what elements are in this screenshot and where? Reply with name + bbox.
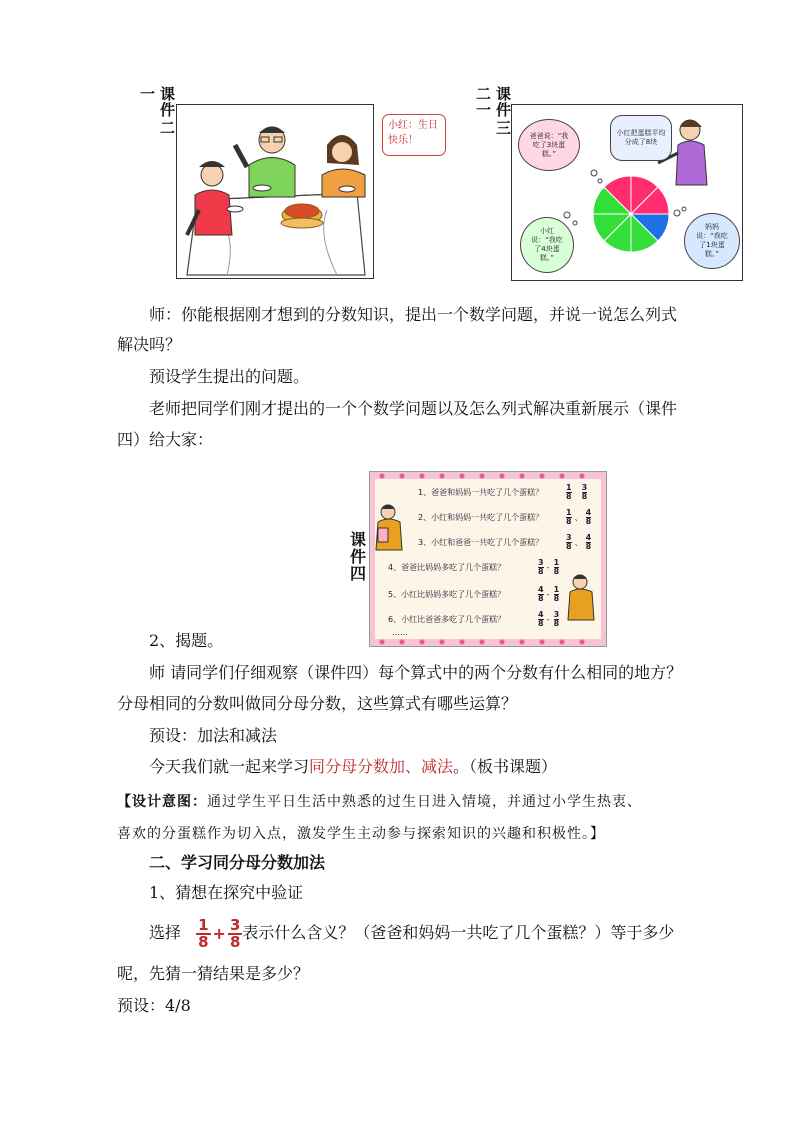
slide-fraction: 1 8 [553, 584, 560, 603]
preset-operations: 预设：加法和减法 [149, 726, 278, 745]
xiaohong-bubble-text: 小红：生日快乐！ [388, 120, 438, 146]
design-intent-line2: 喜欢的分蛋糕作为切入点，激发学生主动参与探索知识的兴趣和积极性。】 [117, 826, 605, 842]
birthday-scene-illustration [177, 105, 373, 278]
slide-fraction: 3 8 [566, 532, 572, 551]
teacher-observe-line2: 分母相同的分数叫做同分母分数，这些算式有哪些运算？ [117, 694, 518, 713]
dad-thought-bubble: 爸爸说：“我吃了3块蛋糕。” [518, 119, 580, 171]
label-courseware-3-col1 [476, 86, 492, 118]
fraction-three-eighths: $\frac{3}{8}$ [229, 915, 241, 951]
slide-fraction: 4 8 [585, 532, 592, 551]
slide-fraction: 3 8 [538, 557, 544, 576]
teacher-observe-line1: 师 请同学们仔细观察（课件四）每个算式中的两个分数有什么相同的地方？ [149, 663, 683, 682]
label-char-extra: 三 [496, 119, 512, 137]
lesson-topic-title: 同分母分数加、减法 [309, 757, 454, 776]
slide-fraction: 1 8 [553, 557, 560, 576]
teacher-show-line1: 老师把同学们刚才提出的一个个数学问题以及怎么列式解决重新展示（课件 [149, 399, 678, 418]
label-char: 四 [350, 564, 367, 583]
label-char: 二 [476, 85, 492, 103]
slide-question-row [388, 557, 559, 577]
select-expression-line [149, 914, 674, 952]
design-intent-line1 [117, 791, 642, 813]
teacher-show-line2: 四）给大家： [117, 430, 214, 449]
guess-verify: 1、猜想在探究中验证 [149, 883, 304, 902]
label-char: 件 [350, 547, 367, 566]
label-char: 课 [160, 85, 176, 103]
xiaohong-thought-bubble: 小红说：“我吃了4块蛋糕。” [520, 217, 574, 273]
slide-question-text: 2、小红和妈妈一共吃了几个蛋糕？ [418, 512, 544, 522]
guess-result: 呢，先猜一猜结果是多少？ [117, 964, 310, 983]
slide-question-row [418, 507, 591, 527]
slide-operator: - [546, 562, 550, 572]
label-char-extra: 二 [160, 119, 176, 137]
preset-questions: 预设学生提出的问题。 [149, 367, 310, 386]
design-intent-text: 通过学生平日生活中熟悉的过生日进入情境，并通过小学生热衷、 [207, 794, 642, 810]
select-prefix: 选择 [149, 923, 182, 942]
courseware-4-slide [369, 471, 607, 647]
girl-thought-bubble: 小红把蛋糕平均分成了8块 [610, 115, 672, 161]
lesson-topic-suffix: 。（板书课题） [453, 757, 558, 776]
teacher-question-line2: 解决吗？ [117, 335, 182, 354]
slide-question-row [388, 609, 559, 629]
slide-question-text: 3、小红和爸爸一共吃了几个蛋糕？ [418, 537, 544, 547]
slide-operator: - [546, 614, 550, 624]
slide-question-row [418, 482, 587, 502]
slide-question-text: 1、爸爸和妈妈一共吃了几个蛋糕？ [418, 487, 544, 497]
section-heading: 二、学习同分母分数加法 [149, 853, 326, 872]
label-courseware-3-col2 [496, 86, 512, 118]
design-intent-label: 【设计意图： [117, 794, 207, 810]
fraction-one-eighth: $\frac{1}{8}$ [198, 915, 209, 951]
slide-fraction: 1 8 [566, 507, 572, 526]
slide-question-row [388, 584, 559, 604]
teacher-question-line1: 师：你能根据刚才想到的分数知识，提出一个数学问题，并说一说怎么列式 [149, 305, 678, 324]
slide-question-row [418, 532, 591, 552]
slide-operator: - [546, 589, 550, 599]
slide-question-text: 6、小红比爸爸多吃了几个蛋糕？ [388, 614, 506, 624]
slide-question-text: 5、小红比妈妈多吃了几个蛋糕？ [388, 589, 506, 599]
xiaohong-bubble-box [382, 114, 446, 156]
slide-question-text: 4、爸爸比妈妈多吃了几个蛋糕？ [388, 562, 506, 572]
label-char: 件 [160, 101, 176, 119]
slide-operator: 、 [574, 537, 583, 547]
select-suffix: 表示什么含义？（爸爸和妈妈一共吃了几个蛋糕？）等于多少 [242, 923, 675, 942]
lesson-topic-prefix: 今天我们就一起来学习 [149, 757, 310, 776]
reveal-topic: 2、揭题。 [149, 631, 224, 650]
label-char: 课 [496, 85, 512, 103]
slide-fraction: 3 8 [581, 482, 588, 501]
label-char: 课 [350, 530, 367, 549]
slide-ellipsis: …… [392, 628, 408, 637]
slide-operator: 、 [574, 512, 583, 522]
label-char: 一 [140, 85, 156, 103]
lesson-topic [149, 756, 557, 778]
slide-fraction: 4 8 [538, 609, 544, 628]
slide-fraction: 4 8 [585, 507, 592, 526]
cake-division-picture [511, 104, 743, 281]
slide-fraction: 3 8 [553, 609, 560, 628]
label-char: 一 [476, 101, 492, 119]
label-char: 件 [496, 101, 512, 119]
slide-fraction: 4 8 [538, 584, 544, 603]
slide-fraction: 1 8 [566, 482, 572, 501]
label-courseware-4 [350, 531, 366, 582]
mom-thought-bubble: 妈妈说：“我吃了1块蛋糕。” [684, 213, 740, 269]
label-courseware-2-col [160, 86, 176, 118]
label-courseware-2 [140, 86, 155, 102]
plus-sign: + [212, 923, 226, 943]
preset-answer: 预设：4/8 [117, 996, 191, 1015]
birthday-party-picture [176, 104, 374, 279]
